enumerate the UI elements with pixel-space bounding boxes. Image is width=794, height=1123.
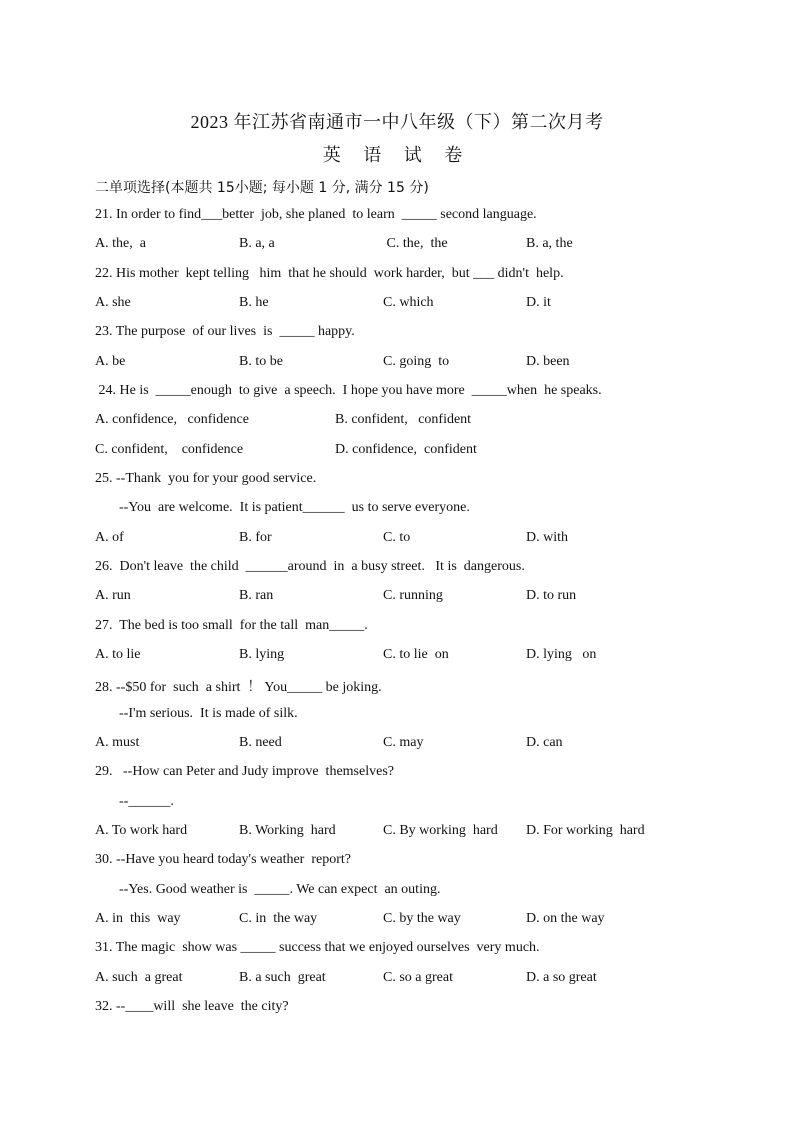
question-32-stem: 32. --____will she leave the city? — [95, 999, 289, 1014]
question-25-options — [95, 530, 695, 550]
option: C. by the way — [383, 911, 461, 926]
option: D. it — [526, 295, 551, 310]
question-27-stem: 27. The bed is too small for the tall man_____. — [95, 618, 368, 633]
option: C. confident, confidence — [95, 442, 244, 457]
option: B. a, a — [239, 236, 275, 251]
option: A. the, a — [95, 236, 146, 251]
question-24-options-row1 — [95, 412, 695, 432]
option: B. need — [239, 735, 282, 750]
option: A. she — [95, 295, 131, 310]
option: C. which — [383, 295, 434, 310]
option: D. to run — [526, 588, 577, 603]
exam-title: 2023 年江苏省南通市一中八年级（下）第二次月考 — [190, 112, 604, 132]
option: C. to lie on — [383, 647, 449, 662]
question-31-options — [95, 970, 695, 990]
option: A. To work hard — [95, 823, 188, 838]
option: D. For working hard — [526, 823, 645, 838]
option: C. so a great — [383, 970, 453, 985]
option: B. a such great — [239, 970, 326, 985]
question-28-stem: 28. --$50 for such a shirt ！ You_____ be joking. — [95, 680, 382, 695]
option: A. be — [95, 354, 126, 369]
option: A. run — [95, 588, 131, 603]
question-29-reply: --______. — [119, 794, 174, 809]
question-23-options — [95, 354, 695, 374]
option: A. must — [95, 735, 140, 750]
option: B. he — [239, 295, 269, 310]
option: C. By working hard — [383, 823, 498, 838]
option: D. confidence, confident — [335, 442, 477, 457]
question-25-reply: --You are welcome. It is patient______ us to serve everyone. — [119, 500, 470, 515]
option: D. can — [526, 735, 563, 750]
question-24-stem: 24. He is _____enough to give a speech. I hope you have more _____when he speaks. — [95, 383, 602, 398]
question-30-stem: 30. --Have you heard today's weather report? — [95, 852, 351, 867]
question-22-stem: 22. His mother kept telling him that he should work harder, but ___ didn't help. — [95, 266, 564, 281]
option: B. to be — [239, 354, 283, 369]
option: B. ran — [239, 588, 274, 603]
option: C. to — [383, 530, 411, 545]
question-30-options — [95, 911, 695, 931]
option: D. a so great — [526, 970, 597, 985]
option: D. on the way — [526, 911, 605, 926]
question-21-stem: 21. In order to find___better job, she planed to learn _____ second language. — [95, 207, 537, 222]
option: C. in the way — [239, 911, 318, 926]
question-27-options — [95, 647, 695, 667]
option: B. Working hard — [239, 823, 336, 838]
question-28-reply: --I'm serious. It is made of silk. — [119, 706, 298, 721]
option: D. with — [526, 530, 568, 545]
question-29-options — [95, 823, 695, 843]
option: B. a, the — [526, 236, 573, 251]
option: C. going to — [383, 354, 450, 369]
option: A. in this way — [95, 911, 181, 926]
option: A. of — [95, 530, 124, 545]
option: C. running — [383, 588, 443, 603]
option: D. been — [526, 354, 570, 369]
option: B. confident, confident — [335, 412, 472, 427]
question-23-stem: 23. The purpose of our lives is _____ happy. — [95, 324, 355, 339]
question-24-options-row2 — [95, 442, 695, 462]
option: B. for — [239, 530, 272, 545]
question-21-options — [95, 236, 695, 256]
option: B. lying — [239, 647, 285, 662]
question-29-stem: 29. --How can Peter and Judy improve themselves? — [95, 764, 394, 779]
option: C. may — [383, 735, 424, 750]
option: C. the, the — [383, 236, 448, 251]
option: A. such a great — [95, 970, 183, 985]
question-26-stem: 26. Don't leave the child ______around in a busy street. It is dangerous. — [95, 559, 525, 574]
question-25-stem: 25. --Thank you for your good service. — [95, 471, 317, 486]
exam-subtitle: 英 语 试 卷 — [322, 145, 472, 165]
option: D. lying on — [526, 647, 597, 662]
question-31-stem: 31. The magic show was _____ success that we enjoyed ourselves very much. — [95, 940, 540, 955]
question-30-reply: --Yes. Good weather is _____. We can expect an outing. — [119, 882, 441, 897]
option: A. to lie — [95, 647, 141, 662]
question-26-options — [95, 588, 695, 608]
question-28-options — [95, 735, 695, 755]
option: A. confidence, confidence — [95, 412, 249, 427]
section-heading: 二单项选择(本题共 15小题; 每小题 1 分, 满分 15 分) — [95, 180, 429, 196]
question-22-options — [95, 295, 695, 315]
